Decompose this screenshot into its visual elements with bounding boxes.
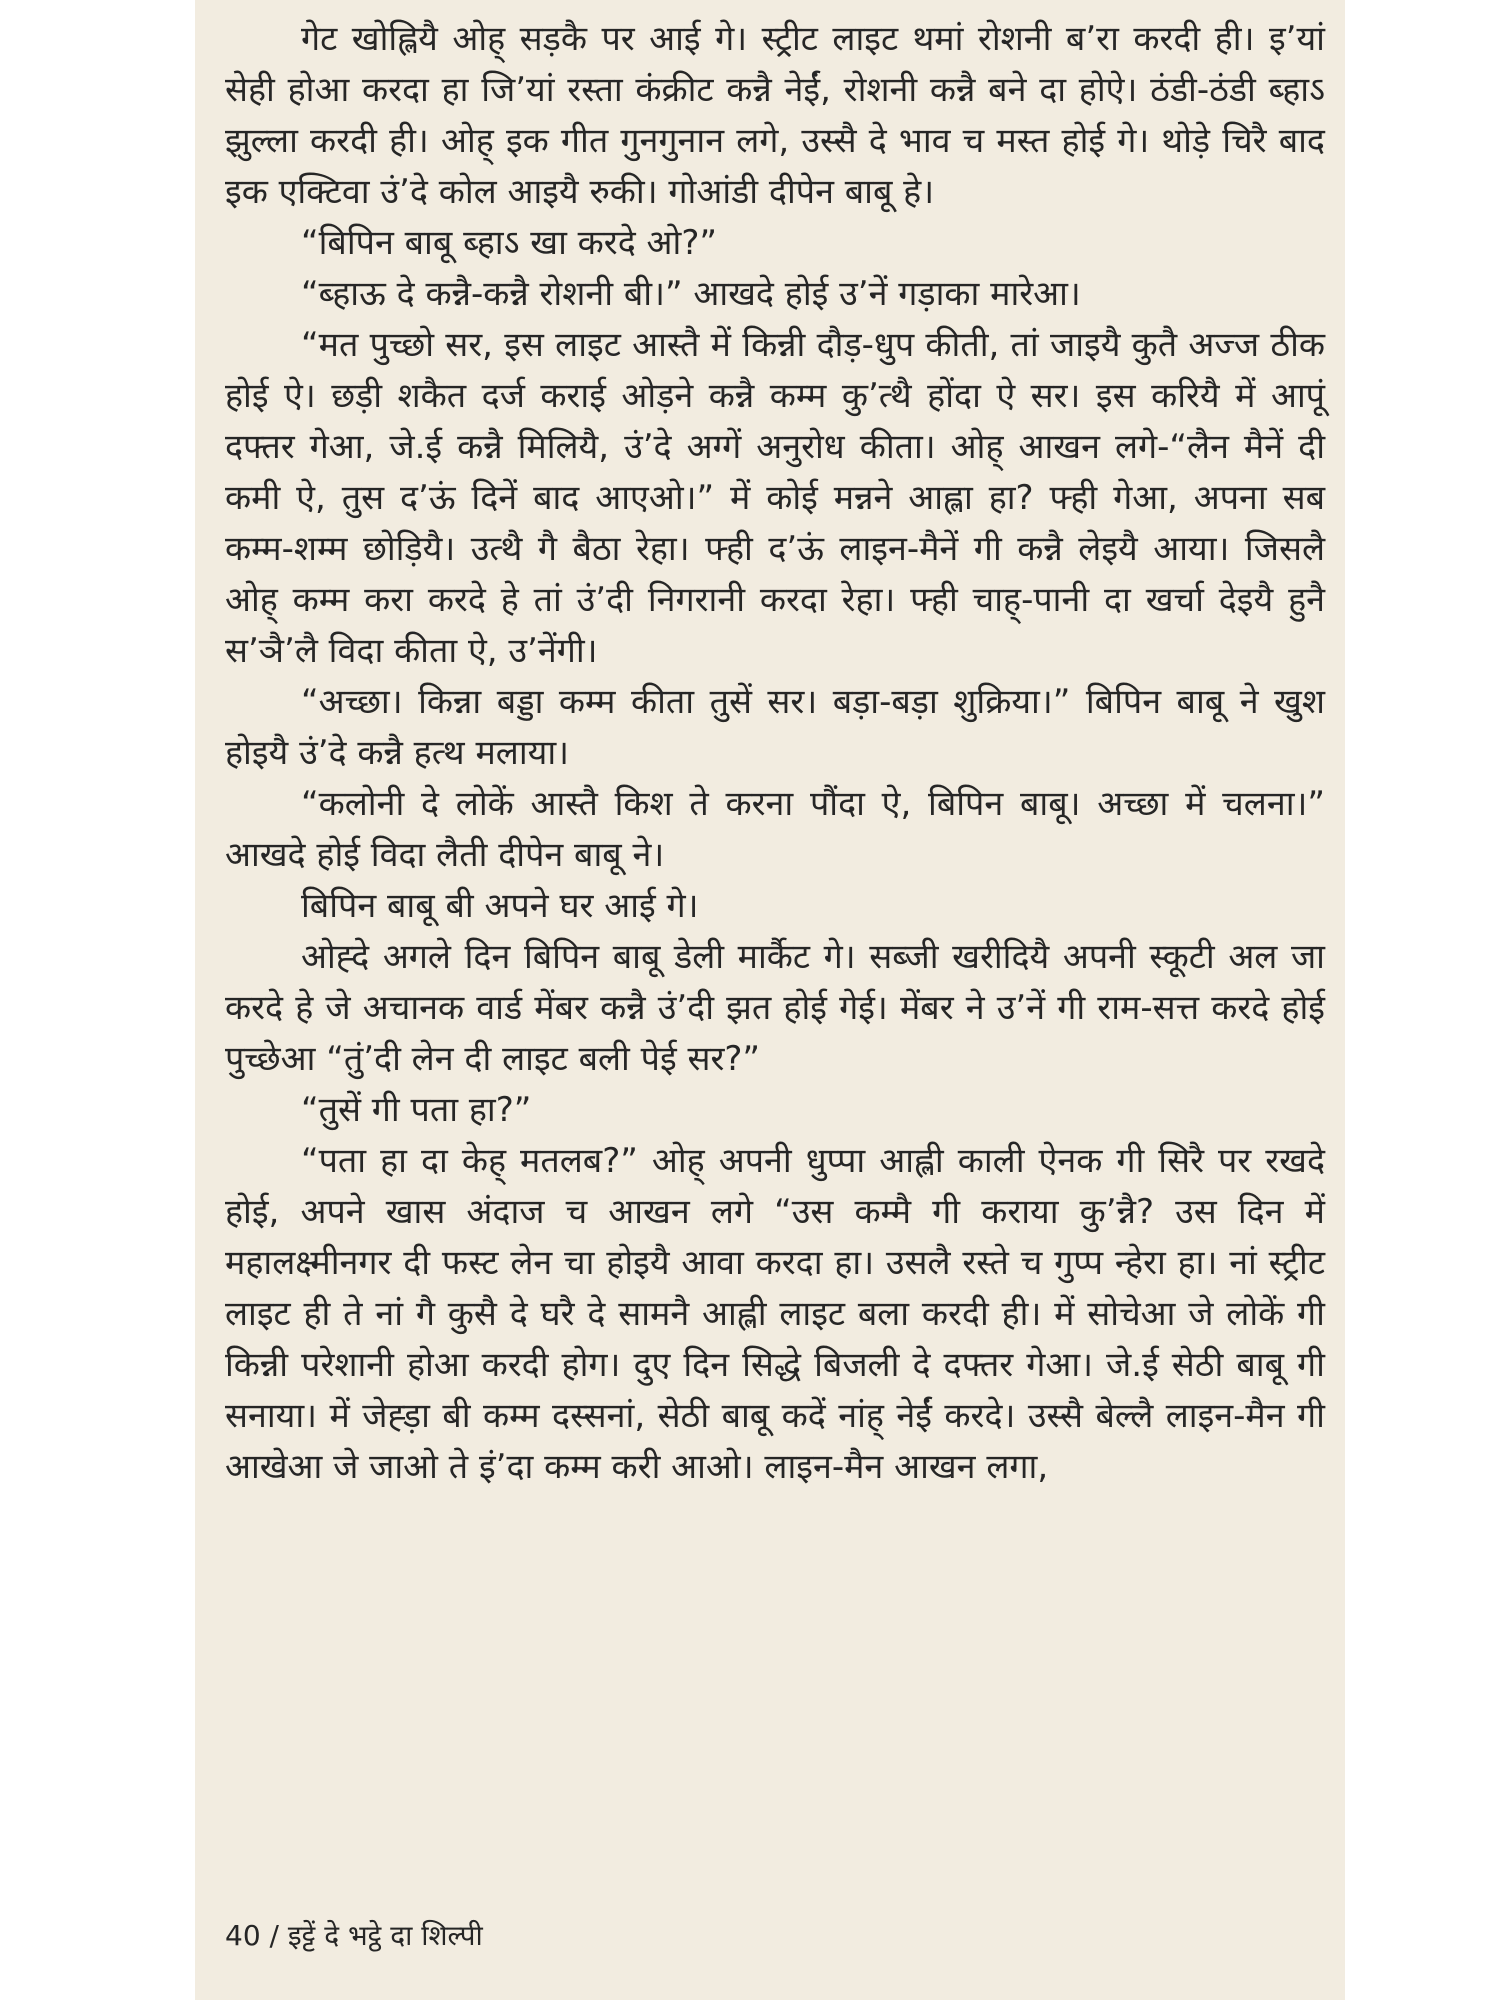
scanned-page [195, 0, 1345, 2000]
paragraph: “पता हा दा केह् मतलब?” ओह् अपनी धुप्पा आह्ली काली ऐनक गी सिरै पर रखदे होई, अपने खास अंदाज च आखन लगे “उस कम्मै गी कराया कु’न्नै? उस दिन में महालक्ष्मीनगर दी फस्ट लेन चा होइयै आवा करदा हा। उसलै रस्ते च गुप्प न्हेरा हा। नां स्ट्रीट लाइट ही ते नां गै कुसै दे घरै दे सामनै आह्ली लाइट बला करदी ही। में सोचेआ जे लोकें गी किन्नी परेशानी होआ करदी होग। दुए दिन सिद्धे बिजली दे दफ्तर गेआ। जे.ई सेठी बाबू गी सनाया। में जेह्ड़ा बी कम्म दस्सनां, सेठी बाबू कदें नांह् नेईं करदे। उस्सै बेल्लै लाइन-मैन गी आखेआ जे जाओ ते इं’दा कम्म करी आओ। लाइन-मैन आखन लगा, [225, 1141, 1325, 1487]
paragraph: “बिपिन बाबू ब्हाऽ खा करदे ओ?” [301, 223, 717, 263]
paragraph: गेट खोह्लियै ओह् सड़कै पर आई गे। स्ट्रीट लाइट थमां रोशनी ब’रा करदी ही। इ’यां सेही होआ करदा हा जि’यां रस्ता कंक्रीट कन्नै नेईं, रोशनी कन्नै बने दा होऐ। ठंडी-ठंडी ब्हाऽ झुल्ला करदी ही। ओह् इक गीत गुनगुनान लगे, उस्सै दे भाव च मस्त होई गे। थोड़े चिरै बाद इक एक्टिवा उं’दे कोल आइयै रुकी। गोआंडी दीपेन बाबू हे। [225, 19, 1325, 212]
paragraph: “अच्छा। किन्ना बड्डा कम्म कीता तुसें सर। बड़ा-बड़ा शुक्रिया।” बिपिन बाबू ने खुश होइयै उं’दे कन्नै हत्थ मलाया। [225, 682, 1325, 773]
story-text [225, 14, 1325, 1493]
paragraph: “ब्हाऊ दे कन्नै-कन्नै रोशनी बी।” आखदे होई उ’नें गड़ाका मारेआ। [301, 274, 1081, 314]
paragraph: “मत पुच्छो सर, इस लाइट आस्तै में किन्नी दौड़-धुप कीती, तां जाइयै कुतै अज्ज ठीक होई ऐ। छड़ी शकैत दर्ज कराई ओड़ने कन्नै कम्म कु’त्थै होंदा ऐ सर। इस करियै में आपूं दफ्तर गेआ, जे.ई कन्नै मिलियै, उं’दे अग्गें अनुरोध कीता। ओह् आखन लगे-“लैन मैनें दी कमी ऐ, तुस द’ऊं दिनें बाद आएओ।” में कोई मन्नने आह्ला हा? फ्ही गेआ, अपना सब कम्म-शम्म छोड़ियै। उत्थै गै बैठा रेहा। फ्ही द’ऊं लाइन-मैनें गी कन्नै लेइयै आया। जिसलै ओह् कम्म करा करदे हे तां उं’दी निगरानी करदा रेहा। फ्ही चाह्-पानी दा खर्चा देइयै हुनै स’ञै’लै विदा कीता ऐ, उ’नेंगी। [225, 325, 1325, 671]
paragraph: ओह्दे अगले दिन बिपिन बाबू डेली मार्कैट गे। सब्जी खरीदियै अपनी स्कूटी अल जा करदे हे जे अचानक वार्ड मेंबर कन्नै उं’दी झत होई गेई। मेंबर ने उ’नें गी राम-सत्त करदे होई पुच्छेआ “तुं’दी लेन दी लाइट बली पेई सर?” [225, 937, 1325, 1079]
paragraph: “तुसें गी पता हा?” [301, 1090, 532, 1130]
paragraph: “कलोनी दे लोकें आस्तै किश ते करना पौंदा ऐ, बिपिन बाबू। अच्छा में चलना।” आखदे होई विदा लैती दीपेन बाबू ने। [225, 784, 1325, 875]
paragraph: बिपिन बाबू बी अपने घर आई गे। [301, 886, 699, 926]
page-footer: 40 / इट्टें दे भट्ठे दा शिल्पी [225, 1919, 483, 1952]
